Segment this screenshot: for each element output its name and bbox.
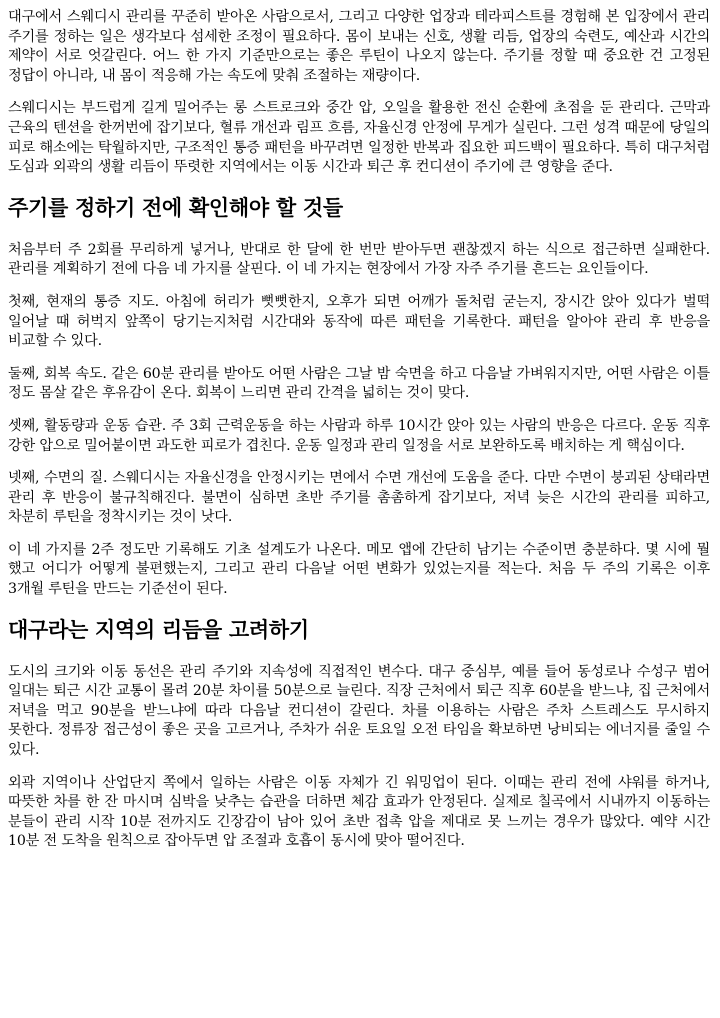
- checklist-paragraph-pain-map: 첫째, 현재의 통증 지도. 아침에 허리가 뻣뻣한지, 오후가 되면 어깨가 돌처럼 굳는지, 장시간 앉아 있다가 벌떡 일어날 때 허벅지 앞쪽이 당기는지처럼 시간대와 동작에 따른 패턴을 기록한다. 패턴을 알아야 관리 후 반응을 비교할 수 있다.: [8, 293, 710, 350]
- section-heading-daegu-rhythm: 대구라는 지역의 리듬을 고려하기: [8, 617, 309, 642]
- intro-paragraph-1: 대구에서 스웨디시 관리를 꾸준히 받아온 사람으로서, 그리고 다양한 업장과 테라피스트를 경험해 본 입장에서 관리 주기를 정하는 일은 생각보다 섬세한 조정이 필요하다. 몸이 보내는 신호, 생활 리듬, 업장의 숙련도, 예산과 시간의 제약이 서로 엇갈린다. 어느 한 가지 기준만으로는 좋은 루틴이 나오지 않는다. 주기를 정할 때 중요한 건 고정된 정답이 아니라, 내 몸이 적응해 가는 속도에 맞춰 조절하는 재량이다.: [8, 9, 710, 84]
- checklist-paragraph-summary: 이 네 가지를 2주 정도만 기록해도 기초 설계도가 나온다. 메모 앱에 간단히 남기는 수준이면 충분하다. 몇 시에 뭘 했고 어디가 어떻게 불편했는지, 그리고 관리 다음날 어떤 변화가 있었는지를 적는다. 처음 두 주의 기록은 이후 3개월 루틴을 만드는 기준선이 된다.: [8, 541, 710, 598]
- checklist-paragraph-activity: 셋째, 활동량과 운동 습관. 주 3회 근력운동을 하는 사람과 하루 10시간 앉아 있는 사람의 반응은 다르다. 운동 직후 강한 압으로 밀어붙이면 과도한 피로가 겹친다. 운동 일정과 관리 일정을 서로 보완하도록 배치하는 게 핵심이다.: [8, 417, 710, 454]
- checklist-paragraph-intro: 처음부터 주 2회를 무리하게 넣거나, 반대로 한 달에 한 번만 받아두면 괜찮겠지 하는 식으로 접근하면 실패한다. 관리를 계획하기 전에 다음 네 가지를 살핀다. 이 네 가지는 현장에서 가장 자주 주기를 흔드는 요인들이다.: [8, 241, 710, 278]
- daegu-paragraph-city: 도시의 크기와 이동 동선은 관리 주기와 지속성에 직접적인 변수다. 대구 중심부, 예를 들어 동성로나 수성구 범어 일대는 퇴근 시간 교통이 몰려 20분 차이를 50분으로 늘린다. 직장 근처에서 퇴근 직후 60분을 받느냐, 집 근처에서 저녁을 먹고 90분을 받느냐에 따라 다음날 컨디션이 갈린다. 차를 이용하는 사람은 주차 스트레스도 무시하지 못한다. 정류장 접근성이 좋은 곳을 고르거나, 주차가 쉬운 토요일 오전 타임을 확보하면 낭비되는 에너지를 줄일 수 있다.: [8, 663, 710, 759]
- daegu-paragraph-outskirts: 외곽 지역이나 산업단지 쪽에서 일하는 사람은 이동 자체가 긴 워밍업이 된다. 이때는 관리 전에 샤워를 하거나, 따뜻한 차를 한 잔 마시며 심박을 낮추는 습관을 더하면 체감 효과가 안정된다. 실제로 칠곡에서 시내까지 이동하는 분들이 관리 시작 10분 전까지도 긴장감이 남아 있어 초반 접촉 압을 제대로 못 느끼는 경우가 많았다. 예약 시간 10분 전 도착을 원칙으로 잡아두면 압 조절과 호흡이 동시에 맞아 떨어진다.: [8, 774, 710, 850]
- section-heading-checklist: 주기를 정하기 전에 확인해야 할 것들: [8, 195, 343, 220]
- checklist-paragraph-recovery: 둘째, 회복 속도. 같은 60분 관리를 받아도 어떤 사람은 그날 밤 숙면을 하고 다음날 가벼워지지만, 어떤 사람은 이틀 정도 몸살 같은 후유감이 온다. 회복이 느리면 관리 간격을 넓히는 것이 맞다.: [8, 365, 710, 402]
- intro-paragraph-2: 스웨디시는 부드럽게 길게 밀어주는 롱 스트로크와 중간 압, 오일을 활용한 전신 순환에 초점을 둔 관리다. 근막과 근육의 텐션을 한꺼번에 잡기보다, 혈류 개선과 림프 흐름, 자율신경 안정에 무게가 실린다. 그런 성격 때문에 당일의 피로 해소에는 탁월하지만, 구조적인 통증 패턴을 바꾸려면 일정한 반복과 집요한 피드백이 필요하다. 특히 대구처럼 도심과 외곽의 생활 리듬이 뚜렷한 지역에서는 이동 시간과 퇴근 후 컨디션이 주기에 큰 영향을 준다.: [8, 100, 710, 176]
- checklist-paragraph-sleep: 넷째, 수면의 질. 스웨디시는 자율신경을 안정시키는 면에서 수면 개선에 도움을 준다. 다만 수면이 붕괴된 상태라면 관리 후 반응이 불규칙해진다. 불면이 심하면 초반 주기를 촘촘하게 잡기보다, 저녁 늦은 시간의 관리를 피하고, 차분히 루틴을 정착시키는 것이 낫다.: [8, 470, 710, 526]
